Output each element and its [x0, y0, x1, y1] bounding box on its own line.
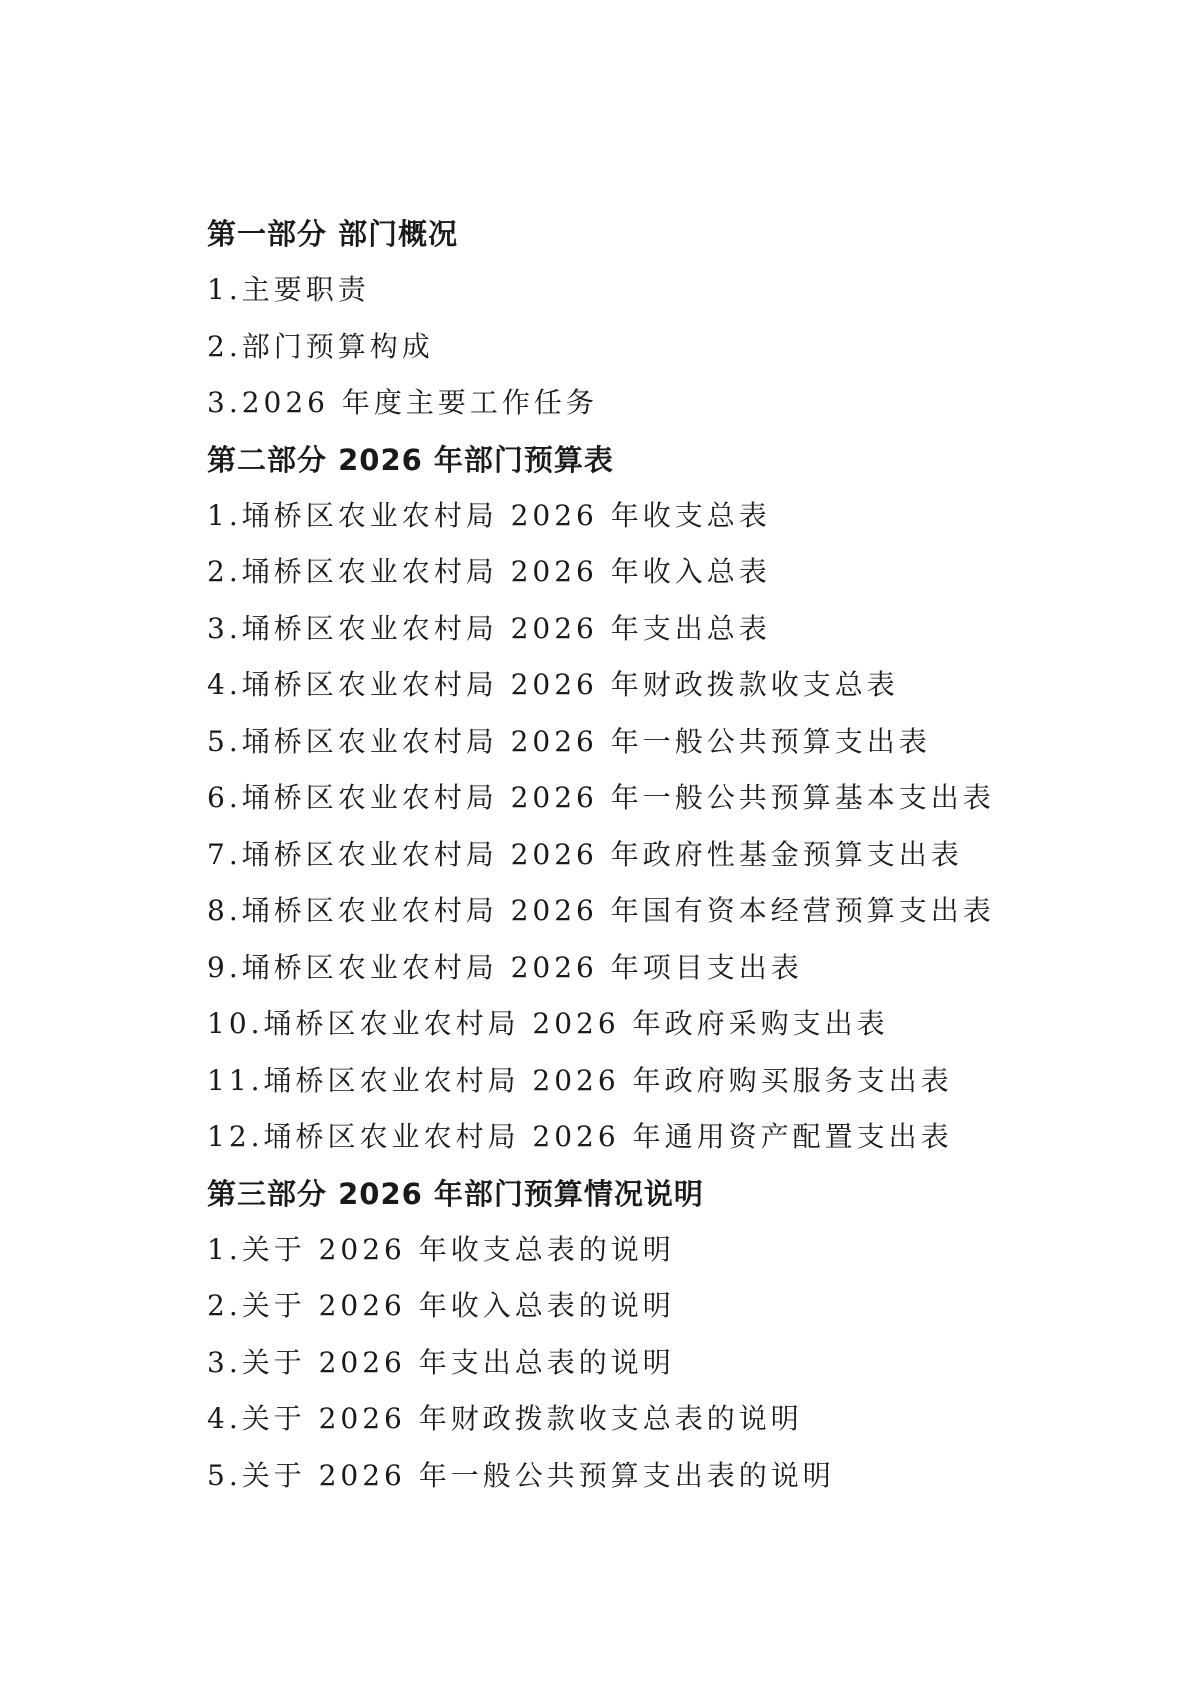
toc-item: 1.主要职责 — [207, 273, 370, 306]
section-part-one — [207, 206, 1107, 432]
section-part-two — [207, 432, 1107, 1166]
toc-item: 3.关于 2026 年支出总表的说明 — [207, 1345, 675, 1379]
toc-item: 3.埇桥区农业农村局 2026 年支出总表 — [207, 611, 771, 645]
toc-item: 11.埇桥区农业农村局 2026 年政府购买服务支出表 — [207, 1063, 953, 1097]
toc-item: 2.埇桥区农业农村局 2026 年收入总表 — [207, 555, 771, 588]
table-of-contents — [207, 206, 1107, 1504]
toc-item: 4.关于 2026 年财政拨款收支总表的说明 — [207, 1402, 803, 1435]
toc-item: 7.埇桥区农业农村局 2026 年政府性基金预算支出表 — [207, 837, 963, 871]
toc-item: 2.关于 2026 年收入总表的说明 — [207, 1289, 675, 1322]
toc-item: 1.关于 2026 年收支总表的说明 — [207, 1232, 675, 1266]
toc-item: 10.埇桥区农业农村局 2026 年政府采购支出表 — [207, 1007, 889, 1040]
toc-item: 5.埇桥区农业农村局 2026 年一般公共预算支出表 — [207, 724, 931, 758]
section-part-three — [207, 1166, 1107, 1505]
section-heading: 第三部分 2026 年部门预算情况说明 — [207, 1176, 704, 1211]
toc-item: 6.埇桥区农业农村局 2026 年一般公共预算基本支出表 — [207, 781, 995, 814]
toc-item: 9.埇桥区农业农村局 2026 年项目支出表 — [207, 950, 803, 984]
toc-item: 4.埇桥区农业农村局 2026 年财政拨款收支总表 — [207, 668, 899, 701]
section-heading: 第二部分 2026 年部门预算表 — [207, 442, 614, 477]
toc-item: 12.埇桥区农业农村局 2026 年通用资产配置支出表 — [207, 1120, 953, 1153]
toc-item: 5.关于 2026 年一般公共预算支出表的说明 — [207, 1458, 835, 1492]
section-heading: 第一部分 部门概况 — [207, 217, 459, 251]
toc-item: 8.埇桥区农业农村局 2026 年国有资本经营预算支出表 — [207, 894, 995, 927]
toc-item: 1.埇桥区农业农村局 2026 年收支总表 — [207, 498, 771, 532]
toc-item: 2.部门预算构成 — [207, 329, 434, 363]
toc-item: 3.2026 年度主要工作任务 — [207, 386, 598, 419]
